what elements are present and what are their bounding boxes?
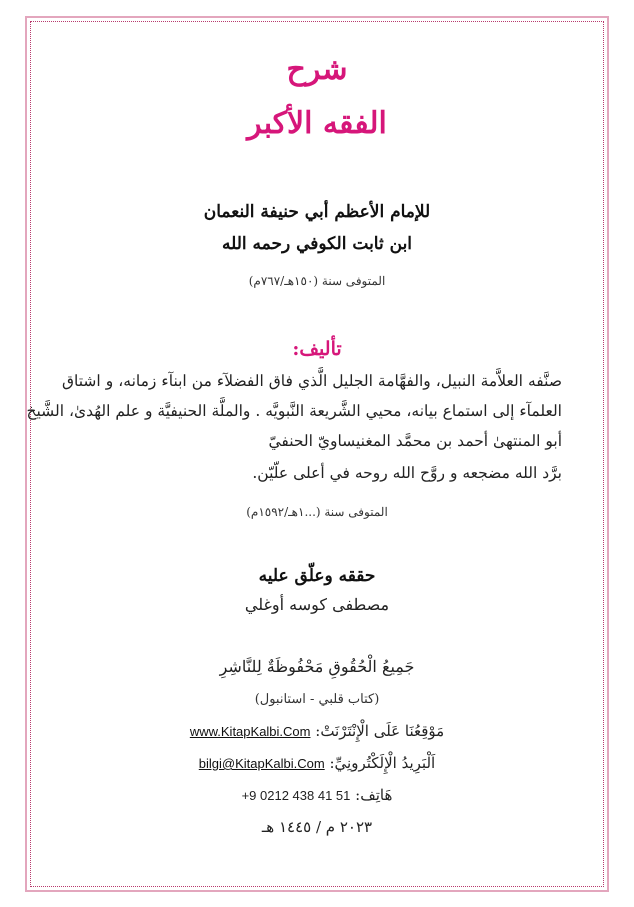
- publisher-name: (كتاب قلبي - استانبول): [254, 692, 380, 707]
- composition-line-4: برَّد الله مضجعه و روَّح الله روحه في أعلى علّيّن.: [252, 464, 562, 482]
- author-death-date: المتوفى سنة (١٥٠هـ/٧٦٧م): [248, 274, 386, 288]
- email-link[interactable]: bilgi@KitapKalbi.Com: [198, 756, 325, 771]
- phone-label: هَاتِف:: [355, 786, 393, 804]
- website-link[interactable]: www.KitapKalbi.Com: [189, 724, 311, 739]
- email-label: اَلْبَرِيدُ الْإِلَكْتُرونِيِّ:: [329, 754, 436, 772]
- composition-line-2: العلمآء إلى استماع بيانه، محيي الشَّريعة النَّبويَّه . والملَّة الحنيفيَّة و علم الهُدىٰ، الشَّيخ: [26, 402, 562, 420]
- email-row: [40, 754, 594, 772]
- title-line-1: شرح: [286, 52, 348, 87]
- composition-line-3: أبو المنتهىٰ أحمد بن محمَّد المغنيساويّ الحنفيّ: [268, 432, 562, 450]
- author-line-2: ابن ثابت الكوفي رحمه الله: [221, 234, 413, 254]
- publication-date: ٢٠٢٣ م / ١٤٤٥ هـ: [261, 818, 373, 836]
- phone-row: [40, 786, 594, 804]
- website-row: [40, 722, 594, 740]
- rights-notice: جَمِيعُ الْحُقُوقِ مَحْفُوظَةٌ لِلنَّاشِرِ: [219, 657, 415, 676]
- composer-death-date: المتوفى سنة (...١هـ/١٥٩٢م): [246, 505, 388, 519]
- composition-heading: تأليف:: [292, 338, 342, 360]
- website-label: مَوْقِعُنَا عَلَى الْإِنْتَرْنَتْ:: [315, 722, 445, 740]
- editor-name: مصطفى كوسه أوغلي: [244, 595, 390, 614]
- editor-heading: حققه وعلّق عليه: [258, 566, 376, 586]
- author-line-1: للإمام الأعظم أبي حنيفة النعمان: [203, 202, 431, 222]
- phone-number: +9 0212 438 41 51: [241, 788, 351, 803]
- title-line-2: الفقه الأكبر: [247, 106, 387, 141]
- composition-line-1: صنَّفه العلاَّمة النبيل، والفهَّامة الجليل الَّذي فاق الفضلآء من ابنآء زمانه، و اشتاق: [62, 372, 562, 390]
